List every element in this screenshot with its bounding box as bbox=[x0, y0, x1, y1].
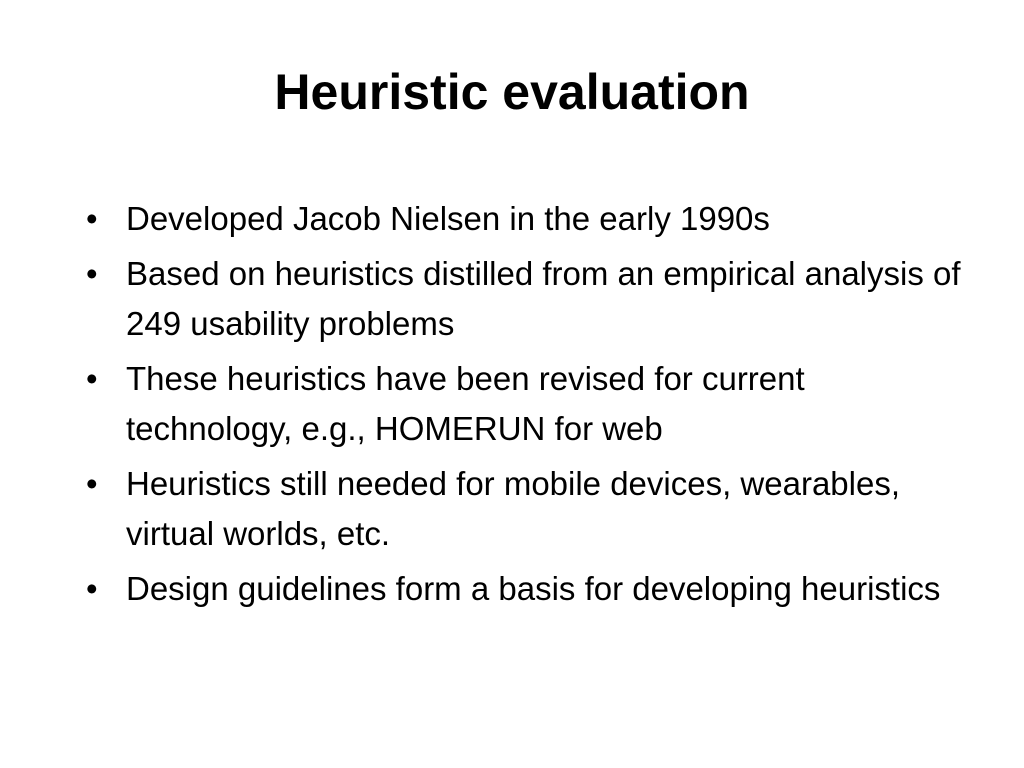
bullet-marker: • bbox=[86, 360, 98, 397]
bullet-list bbox=[86, 194, 966, 619]
bullet-item bbox=[86, 194, 966, 244]
bullet-text: Design guidelines form a basis for developing heuristics bbox=[126, 570, 941, 607]
bullet-text: These heuristics have been revised for current technology, e.g., HOMERUN for web bbox=[126, 360, 805, 447]
bullet-marker: • bbox=[86, 570, 98, 607]
bullet-text: Heuristics still needed for mobile devices, wearables, virtual worlds, etc. bbox=[126, 465, 901, 552]
bullet-item bbox=[86, 249, 966, 349]
bullet-item bbox=[86, 564, 966, 614]
bullet-item bbox=[86, 354, 966, 454]
bullet-text: Developed Jacob Nielsen in the early 1990s bbox=[126, 200, 770, 237]
slide-title: Heuristic evaluation bbox=[274, 64, 750, 120]
bullet-marker: • bbox=[86, 465, 98, 502]
bullet-item bbox=[86, 459, 966, 559]
bullet-marker: • bbox=[86, 200, 98, 237]
bullet-marker: • bbox=[86, 255, 98, 292]
bullet-text: Based on heuristics distilled from an empirical analysis of 249 usability problems bbox=[126, 255, 961, 342]
